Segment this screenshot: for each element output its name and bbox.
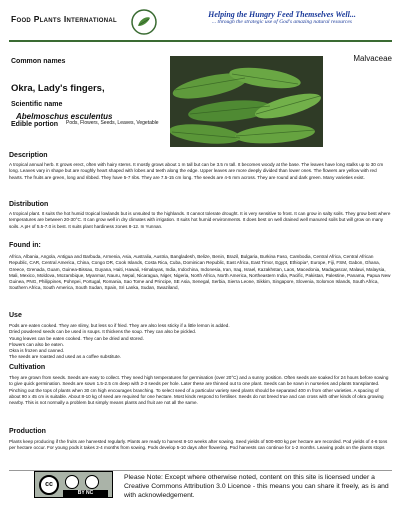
common-name: Okra, Lady's fingers, — [11, 83, 105, 94]
distribution-text: A tropical plant. It suits the hot humid tropical lowlands but is unsuited to the highlands. It cannot tolerate drought. It is very sensitive to frost. It can grow in salty soils. They grow best where temperatures are between 20-30°C. It can grow well in dry climates with irrigation. It suits hot humid environments. It does best on well drained well manured soils but will grow on many soils. A pH of 5.5-7.0 is best. It suits plant hardiness zones 8-12. In Yunnan. — [9, 211, 391, 229]
food-plants-logo — [130, 8, 158, 36]
production-text: Plants keep producing if the fruits are harvested regularly. Plants are ready to harvest 8-10 weeks after sowing. Seed yields of 500-800 kg per hectare are recorded. Pod yields of 4-6 tons per hectare occur. For young pods it takes 2-4 months from sowing. Pods develop 5-10 days after flowering. Pod harvests can continue for 1-2 months. Leaving pods on the plants stops — [9, 439, 388, 451]
tagline-sub: ... through the strategic use of God's amazing natural resources — [212, 19, 352, 25]
use-list — [9, 323, 391, 361]
use-line: Pods are eaten cooked. They are slimy, but less so if fried. They are also less sticky if a little lemon is added. — [9, 323, 230, 328]
use-line: The seeds are roasted and used as a coffee substitute. — [9, 354, 122, 360]
attribution-icon — [65, 475, 79, 489]
use-line: Dried powdered seeds can be used in soups. It thickens the soup. They can also be pickled. — [9, 329, 197, 335]
edible-portion: Pods, Flowers, Seeds, Leaves, Vegetable — [66, 120, 159, 126]
use-line: Flowers can also be eaten. — [9, 341, 64, 347]
use-heading: Use — [9, 312, 22, 319]
brand-name: Food Plants International — [11, 14, 117, 24]
tagline-main: Helping the Hungry Feed Themselves Well... — [208, 10, 356, 19]
found-in-text: Africa, Albania, Angola, Antigua and Barbuda, Armenia, Asia, Australia, Austria, Bangladesh, Belize, Benin, Brazil, Bulgaria, Burkina Faso, Cambodia, Central Africa, Central African Republic, CAR, Central America, China, Congo DR, Cook Islands, Costa Rica, Cuba, Dominican Republic, East Africa, East Timor, Egypt, Ethiopia*, Europe, Fiji, FSM, Gabon, Ghana, Greece, Grenada, Guam, Guinea-Bissau, Guyana, Haiti, Hawaii, Himalayas, India, Indochina, Indonesia, Iran, Iraq, Israel, Kazakhstan, Laos, Macedonia, Madagascar, Malawi, Malaysia, Mali, Mexico, Moldova, Mozambique, Myanmar, Nauru, Nepal, Nicaragua, Niger, Nigeria, North Africa, North America, Northeastern India, Pacific, Pakistan, Palestine, Panama, Papua New Guinea, PNG, Philippines, Pohnpei, Portugal, Romania, Sao Tome and Principe, SE Asia, Senegal, Serbia, Sierra Leone, Sikkim, Singapore, Slovenia, Solomon Islands, South Africa, Southern Africa, South America, South Sudan, Spain, Sri Lanka, Sudan, Swaziland, — [9, 254, 391, 291]
use-line: Okra is frozen and canned. — [9, 348, 65, 354]
production-heading: Production — [9, 428, 46, 435]
noncommercial-icon — [85, 475, 99, 489]
tagline — [171, 10, 393, 25]
use-line: Young leaves can be eaten cooked. They can be dried and stored. — [9, 335, 144, 341]
description-text: A tropical annual herb. It grows erect, often with hairy stems. It mostly grows about 1 m tall but can be 3.5 m tall. It becomes woody at the base. The leaves have long stalks up to 30 cm long. Leaves vary in shape but are roughly heart shaped with lobes and teeth along the edge. Upper leaves are more deeply divided than lower ones. The flowers are yellow with red hearts. The fruits are green, long and ribbed. They have 5-7 ribs. They are 7.5-15 cm long. The seeds are 4-5 mm across. They are round and dark green. Many varieties exist. — [9, 162, 384, 180]
cultivation-heading: Cultivation — [9, 364, 46, 371]
creative-commons-badge[interactable] — [34, 471, 113, 498]
header-divider — [9, 40, 392, 42]
cultivation-text: They are grown from seeds. Seeds are easy to collect. They need high temperatures for germination (over 20°C) and a sunny position. Often seeds are soaked for 24 hours before sowing to give quick germination. Seeds are sown 1.5-2.5 cm deep with 2-3 seeds per hole. Later these are thinned out to one plant. Seeds can be sown in nurseries and plants transplanted. Pinching out the tops of plants when 30 cm high encourages branching. To select seed of a particular variety seed plants should be separated 400 m from other varieties. A spacing of about 90 x 45 cm is suitable. About 8-10 kg of seed are required for one hectare. Most kinds respond to fertiliser. Seeds do not breed true and can cross with other kinds of okra growing nearby. This is not normally a problem but simply means plants and fruit are not all the same. — [9, 375, 389, 406]
license-notice: Please Note: Except where otherwise noted, content on this site is licensed under a Creative Commons Attribution 3.0 Licence - this means you can share it freely, as is and with acknowledgement. — [124, 474, 389, 499]
scientific-name: Abelmoschus esculentus — [16, 112, 113, 121]
distribution-heading: Distribution — [9, 201, 49, 208]
scientific-name-label: Scientific name — [11, 101, 63, 108]
edible-portion-label: Edible portion — [11, 121, 59, 128]
found-in-heading: Found in: — [9, 242, 41, 249]
description-heading: Description — [9, 152, 48, 159]
plant-family: Malvaceae — [353, 54, 392, 63]
common-names-label: Common names — [11, 58, 66, 65]
cc-icon: cc — [39, 475, 59, 495]
header — [0, 0, 400, 48]
okra-photo — [170, 56, 323, 147]
by-nc-label: BY NC — [63, 490, 108, 497]
